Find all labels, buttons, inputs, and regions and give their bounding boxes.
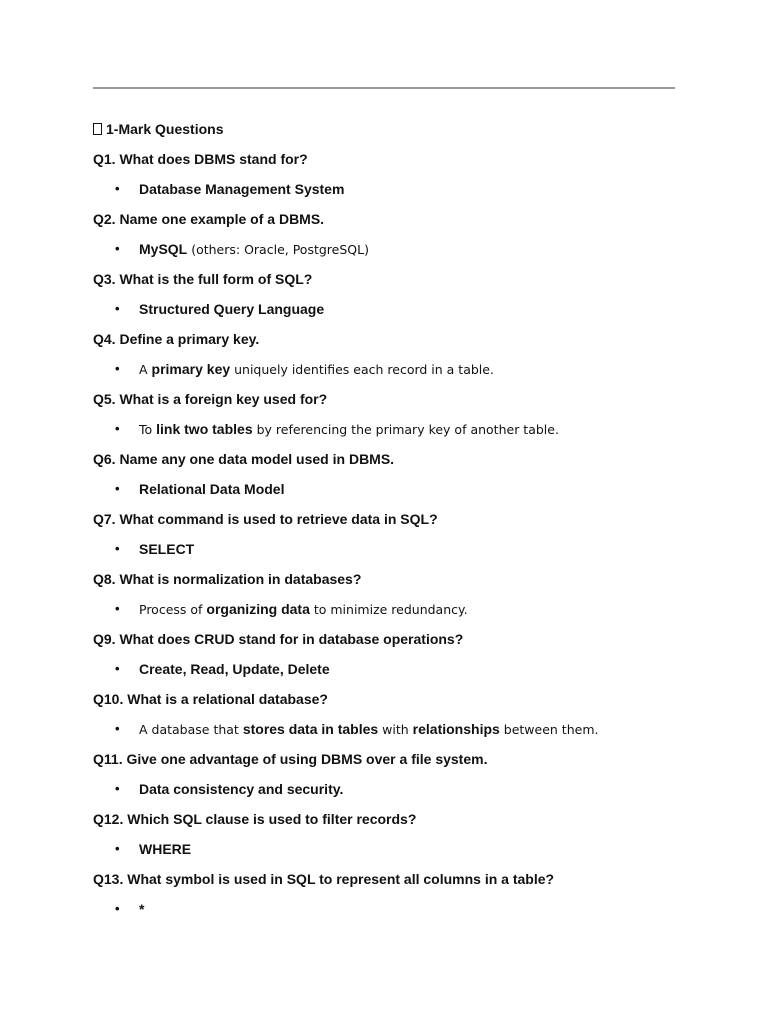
answer-bold-text: Structured Query Language xyxy=(139,301,325,317)
section-heading xyxy=(93,114,693,144)
question-text: Q5. What is a foreign key used for? xyxy=(93,391,328,407)
answer-bold-text: Create, Read, Update, Delete xyxy=(139,661,330,677)
qa-item xyxy=(93,384,693,444)
answer-list-item xyxy=(93,294,693,324)
answer-bold-text: SELECT xyxy=(139,541,195,557)
answer-list-item xyxy=(93,594,693,624)
answer-bold-text: Relational Data Model xyxy=(139,481,285,497)
missing-glyph-icon xyxy=(93,123,102,135)
question-text: Q12. Which SQL clause is used to filter records? xyxy=(93,811,417,827)
bullet-icon: • xyxy=(115,301,120,316)
answer-list-item xyxy=(93,834,693,864)
question-text: Q7. What command is used to retrieve data in SQL? xyxy=(93,511,438,527)
answer-list-item xyxy=(93,174,693,204)
answer-text: by referencing the primary key of another table. xyxy=(252,422,559,437)
answer-bold-text: * xyxy=(139,901,145,917)
answer-text: uniquely identifies each record in a table. xyxy=(230,362,494,377)
answer-text: to minimize redundancy. xyxy=(309,602,468,617)
bullet-icon: • xyxy=(115,481,120,496)
answer-bold-text: organizing data xyxy=(206,601,310,617)
qa-list xyxy=(93,144,693,924)
answer-text: To xyxy=(139,422,157,437)
bullet-icon: • xyxy=(115,601,120,616)
bullet-icon: • xyxy=(115,841,120,856)
question-text: Q8. What is normalization in databases? xyxy=(93,571,362,587)
answer-list-item xyxy=(93,234,693,264)
qa-item xyxy=(93,204,693,264)
qa-item xyxy=(93,684,693,744)
answer-list-item xyxy=(93,714,693,744)
bullet-icon: • xyxy=(115,541,120,556)
answer-text: (others: Oracle, PostgreSQL) xyxy=(187,242,369,257)
answer-bold-text: Data consistency and security. xyxy=(139,781,344,797)
question-text: Q6. Name any one data model used in DBMS. xyxy=(93,451,395,467)
answer-list-item xyxy=(93,534,693,564)
answer-list-item xyxy=(93,354,693,384)
answer-list-item xyxy=(93,414,693,444)
answer-text: Process of xyxy=(139,602,207,617)
bullet-icon: • xyxy=(115,781,120,796)
bullet-icon: • xyxy=(115,361,120,376)
bullet-icon: • xyxy=(115,901,120,916)
qa-item xyxy=(93,744,693,804)
question-text: Q1. What does DBMS stand for? xyxy=(93,151,308,167)
answer-list-item xyxy=(93,774,693,804)
qa-item xyxy=(93,864,693,924)
answer-bold-text: MySQL xyxy=(139,241,188,257)
qa-item xyxy=(93,444,693,504)
answer-list-item xyxy=(93,654,693,684)
qa-item xyxy=(93,504,693,564)
question-text: Q11. Give one advantage of using DBMS over a file system. xyxy=(93,751,488,767)
answer-text: A xyxy=(139,362,152,377)
answer-list-item xyxy=(93,894,693,924)
bullet-icon: • xyxy=(115,661,120,676)
qa-item xyxy=(93,144,693,204)
questions-content xyxy=(93,114,693,924)
answer-bold-text: relationships xyxy=(412,721,500,737)
answer-bold-text: link two tables xyxy=(156,421,253,437)
answer-text: with xyxy=(378,722,413,737)
qa-item xyxy=(93,264,693,324)
answer-text: A database that xyxy=(139,722,243,737)
horizontal-rule xyxy=(93,87,675,89)
section-heading-text: 1-Mark Questions xyxy=(106,121,224,137)
qa-item xyxy=(93,624,693,684)
qa-item xyxy=(93,324,693,384)
question-text: Q9. What does CRUD stand for in database operations? xyxy=(93,631,464,647)
qa-item xyxy=(93,564,693,624)
answer-bold-text: Database Management System xyxy=(139,181,345,197)
question-text: Q4. Define a primary key. xyxy=(93,331,260,347)
answer-list-item xyxy=(93,474,693,504)
answer-text: between them. xyxy=(499,722,599,737)
bullet-icon: • xyxy=(115,421,120,436)
question-text: Q2. Name one example of a DBMS. xyxy=(93,211,325,227)
answer-bold-text: primary key xyxy=(151,361,231,377)
answer-bold-text: WHERE xyxy=(139,841,192,857)
question-text: Q13. What symbol is used in SQL to represent all columns in a table? xyxy=(93,871,555,887)
qa-item xyxy=(93,804,693,864)
bullet-icon: • xyxy=(115,241,120,256)
question-text: Q3. What is the full form of SQL? xyxy=(93,271,313,287)
question-text: Q10. What is a relational database? xyxy=(93,691,328,707)
bullet-icon: • xyxy=(115,721,120,736)
bullet-icon: • xyxy=(115,181,120,196)
answer-bold-text: stores data in tables xyxy=(242,721,379,737)
